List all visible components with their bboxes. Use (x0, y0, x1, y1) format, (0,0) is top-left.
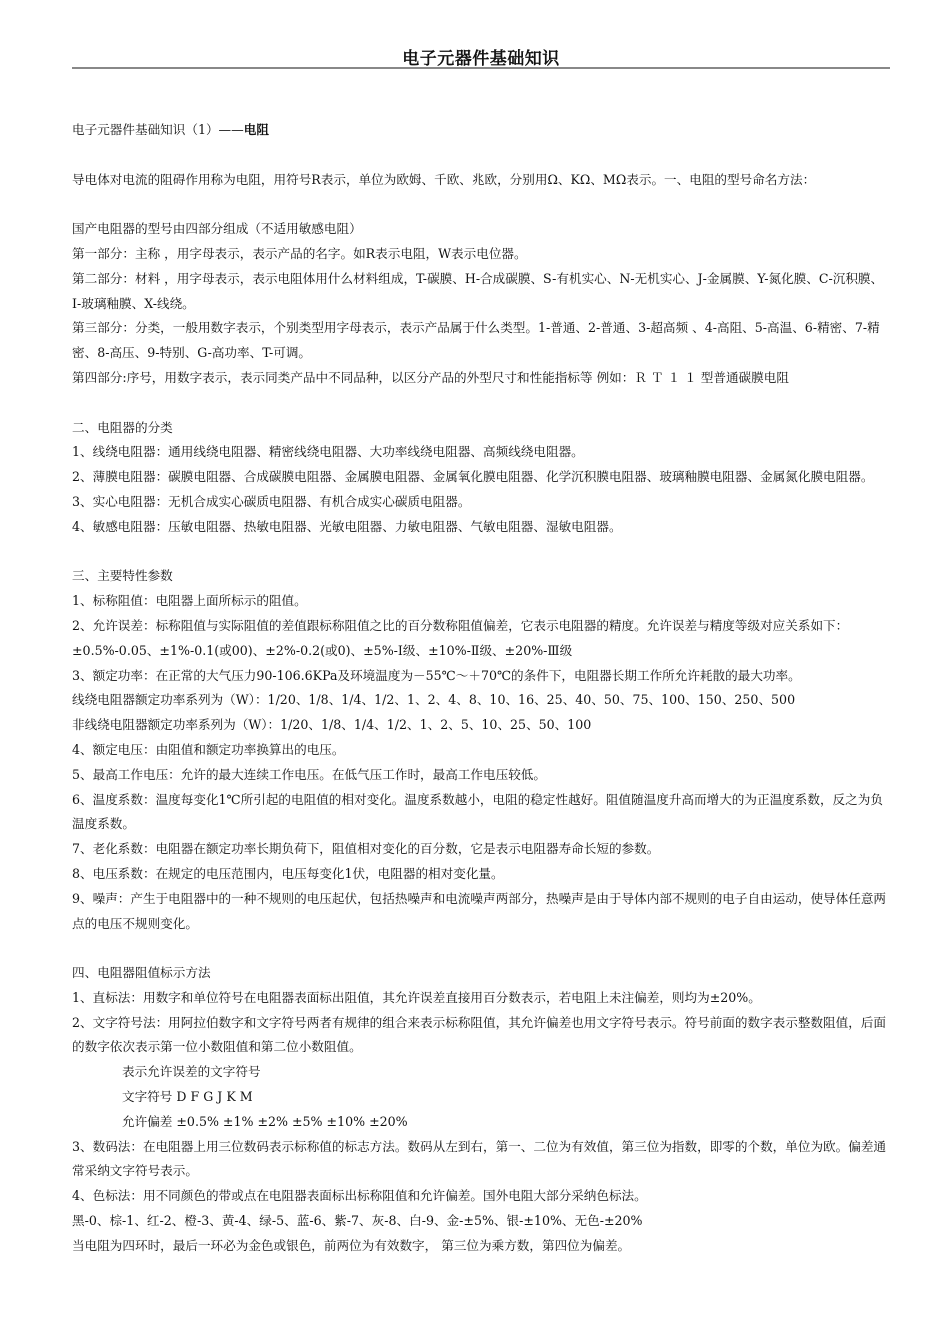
indented-line: 允许偏差 ±0.5% ±1% ±2% ±5% ±10% ±20% (122, 1113, 408, 1129)
section-heading: 四、电阻器阻值标示方法 (72, 965, 211, 981)
list-item: 1、直标法：用数字和单位符号在电阻器表面标出阻值，其允许误差直接用百分数表示，若电阻上未注偏差，则均为±20%。 (72, 989, 761, 1005)
naming-paragraph: 第一部分：主称 ，用字母表示，表示产品的名字。如R表示电阻，W表示电位器。 (72, 245, 527, 261)
header-divider (72, 67, 890, 69)
list-item: 线绕电阻器额定功率系列为（W）：1/20、1/8、1/4、1/2、1、2、4、8、10、16、25、40、50、75、100、150、250、500 (72, 692, 796, 708)
list-item: 5、最高工作电压：允许的最大连续工作电压。在低气压工作时，最高工作电压较低。 (72, 766, 546, 782)
subtitle-bold: 电阻 (243, 122, 269, 137)
naming-paragraph: 第四部分:序号，用数字表示，表示同类产品中不同品种，以区分产品的外型尺寸和性能指标等 例如：Ｒ Ｔ １ １ 型普通碳膜电阻 (72, 369, 789, 385)
document-body (72, 118, 890, 1259)
list-item: 1、线绕电阻器：通用线绕电阻器、精密线绕电阻器、大功率线绕电阻器、高频线绕电阻器。 (72, 444, 584, 460)
list-item: 3、实心电阻器：无机合成实心碳质电阻器、有机合成实心碳质电阻器。 (72, 493, 471, 509)
spacer (72, 192, 890, 217)
list-item: 9、噪声：产生于电阻器中的一种不规则的电压起伏，包括热噪声和电流噪声两部分，热噪声是由于导体内部不规则的电子自由运动，使导体任意两点的电压不规则变化。 (72, 890, 887, 931)
list-item: 3、额定功率：在正常的大气压力90-106.6KPa及环境温度为－55℃～＋70℃的条件下，电阻器长期工作所允许耗散的最大功率。 (72, 667, 801, 683)
naming-paragraph: 国产电阻器的型号由四部分组成（不适用敏感电阻） (72, 221, 362, 237)
list-item: 6、温度系数：温度每变化1℃所引起的电阻值的相对变化。温度系数越小，电阻的稳定性越好。阻值随温度升高而增大的为正温度系数，反之为负温度系数。 (72, 791, 883, 832)
indented-line: 文字符号 D F G J K M (122, 1089, 253, 1105)
color-code-line: 黑-0、棕-1、红-2、橙-3、黄-4、绿-5、蓝-6、紫-7、灰-8、白-9、金-±5%、银-±10%、无色-±20% (72, 1213, 643, 1229)
list-item: 8、电压系数：在规定的电压范围内，电压每变化1伏，电阻器的相对变化量。 (72, 865, 504, 881)
list-item: 当电阻为四环时，最后一环必为金色或银色，前两位为有效数字， 第三位为乘方数，第四位为偏差。 (72, 1237, 631, 1253)
subtitle-prefix: 电子元器件基础知识（1）—— (72, 122, 244, 137)
list-item: 3、数码法：在电阻器上用三位数码表示标称值的标志方法。数码从左到右，第一、二位为有效值，第三位为指数，即零的个数，单位为欧。偏差通常采纳文字符号表示。 (72, 1138, 887, 1179)
list-item: 4、敏感电阻器：压敏电阻器、热敏电阻器、光敏电阻器、力敏电阻器、气敏电阻器、湿敏电阻器。 (72, 518, 622, 534)
naming-paragraph: 第三部分：分类，一般用数字表示，个别类型用字母表示，表示产品属于什么类型。1-普通、2-普通、3-超高频 、4-高阻、5-高温、6-精密、7-精密、8-高压、9-特别、G-高功率、T-可调。 (72, 320, 880, 361)
list-item: 2、文字符号法：用阿拉伯数字和文字符号两者有规律的组合来表示标称阻值，其允许偏差也用文字符号表示。符号前面的数字表示整数阻值，后面的数字依次表示第一位小数阻值和第二位小数阻值。 (72, 1014, 887, 1055)
intro-paragraph: 导电体对电流的阻碍作用称为电阻，用符号R表示，单位为欧姆、千欧、兆欧，分别用Ω、KΩ、MΩ表示。一、电阻的型号命名方法： (72, 171, 816, 187)
page-header-title: 电子元器件基础知识 (402, 49, 560, 69)
spacer (72, 391, 890, 416)
spacer (72, 936, 890, 961)
list-item: 2、允许误差：标称阻值与实际阻值的差值跟标称阻值之比的百分数称阻值偏差，它表示电阻器的精度。允许误差与精度等级对应关系如下：±0.5%-0.05、±1%-0.1(或00)、±2%-0.2(或0)、±5%-Ⅰ级、±10%-Ⅱ级、±20%-Ⅲ级 (72, 617, 849, 658)
section-heading: 三、主要特性参数 (72, 568, 173, 584)
list-item: 4、色标法：用不同颜色的带或点在电阻器表面标出标称阻值和允许偏差。国外电阻大部分采纳色标法。 (72, 1188, 647, 1204)
spacer (72, 540, 890, 565)
section-subtitle (72, 118, 890, 143)
list-item: 7、老化系数：电阻器在额定功率长期负荷下，阻值相对变化的百分数，它是表示电阻器寿命长短的参数。 (72, 841, 660, 857)
list-item: 2、薄膜电阻器：碳膜电阻器、合成碳膜电阻器、金属膜电阻器、金属氧化膜电阻器、化学沉积膜电阻器、玻璃釉膜电阻器、金属氮化膜电阻器。 (72, 469, 874, 485)
spacer (72, 143, 890, 168)
indented-line: 表示允许误差的文字符号 (122, 1064, 261, 1080)
section-heading: 二、电阻器的分类 (72, 419, 173, 435)
list-item: 1、标称阻值：电阻器上面所标示的阻值。 (72, 593, 307, 609)
list-item: 4、额定电压：由阻值和额定功率换算出的电压。 (72, 741, 345, 757)
naming-paragraph: 第二部分：材料 ，用字母表示，表示电阻体用什么材料组成，T-碳膜、H-合成碳膜、S-有机实心、N-无机实心、J-金属膜、Y-氮化膜、C-沉积膜、I-玻璃釉膜、X-线绕。 (72, 270, 884, 311)
list-item: 非线绕电阻器额定功率系列为（W）：1/20、1/8、1/4、1/2、1、2、5、10、25、50、100 (72, 717, 592, 733)
